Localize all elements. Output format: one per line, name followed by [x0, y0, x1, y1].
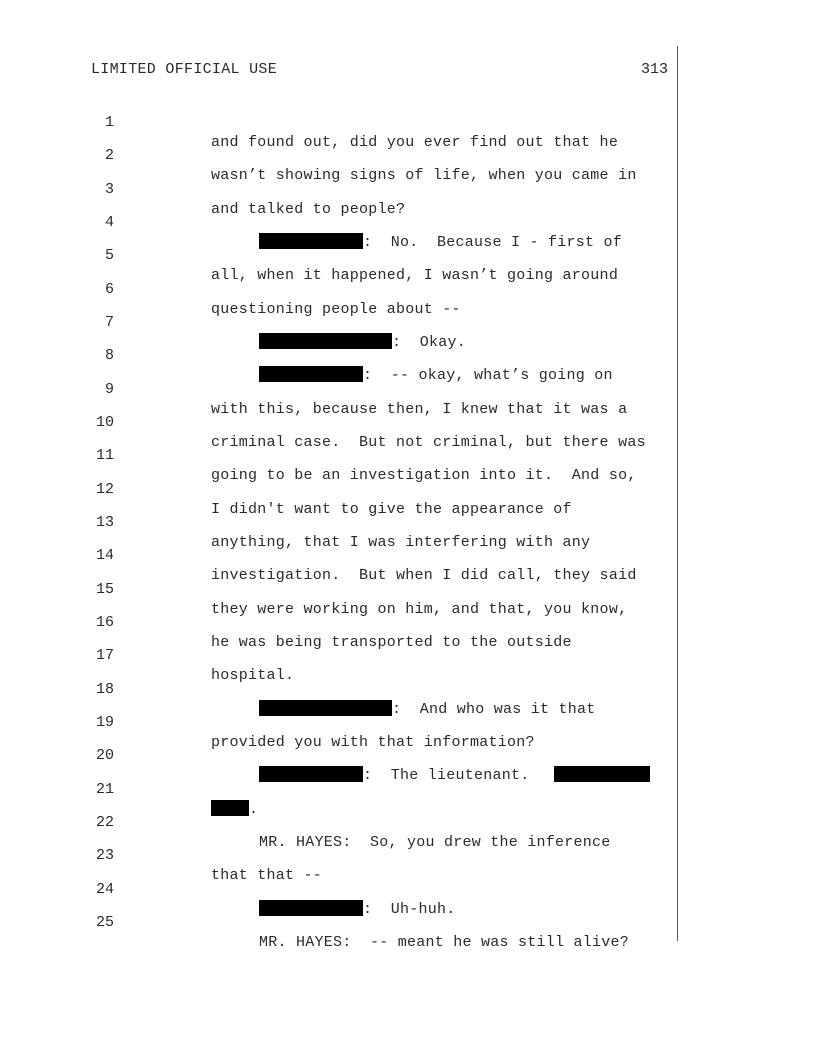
transcript-line	[0, 360, 816, 418]
transcript-line	[0, 493, 816, 551]
line-number: 8	[104, 347, 114, 364]
line-number: 25	[95, 914, 114, 931]
line-text: questioning people about --	[211, 301, 461, 318]
line-number: 17	[95, 647, 114, 664]
line-number: 21	[95, 781, 114, 798]
transcript-line	[0, 526, 816, 584]
transcript-line	[0, 93, 816, 151]
line-number: 22	[95, 814, 114, 831]
transcript-line	[0, 793, 816, 851]
transcript-line	[0, 726, 816, 784]
line-number: 6	[104, 281, 114, 298]
transcript-line	[0, 893, 816, 951]
line-text: going to be an investigation into it. And so,	[211, 467, 637, 484]
line-text-segment: : -- okay, what’s going on	[363, 367, 613, 384]
transcript-line	[0, 293, 816, 351]
line-text: hospital.	[211, 667, 295, 684]
transcript-line	[0, 460, 816, 518]
line-text-segment: : Uh-huh.	[363, 901, 456, 918]
line-number: 23	[95, 847, 114, 864]
transcript-line	[0, 226, 816, 284]
transcript-line	[0, 260, 816, 318]
line-text-segment: : And who was it that	[392, 701, 596, 718]
classification-header: LIMITED OFFICIAL USE	[91, 61, 278, 78]
line-number: 4	[104, 214, 114, 231]
transcript-line	[0, 593, 816, 651]
line-number: 11	[95, 447, 114, 464]
line-text: wasn’t showing signs of life, when you came in	[211, 167, 637, 184]
line-text-segment: : No. Because I - first of	[363, 234, 623, 251]
line-text-segment: : The lieutenant.	[363, 767, 549, 784]
line-text: he was being transported to the outside	[211, 634, 572, 651]
line-text: MR. HAYES: So, you drew the inference	[259, 834, 611, 851]
page-number: 313	[640, 61, 668, 78]
transcript-line	[0, 393, 816, 451]
transcript-line	[0, 626, 816, 684]
line-text-segment: .	[249, 801, 259, 818]
line-number: 12	[95, 481, 114, 498]
transcript-line	[0, 693, 816, 751]
line-text-segment: : Okay.	[392, 334, 467, 351]
line-number: 5	[104, 247, 114, 264]
line-number: 10	[95, 414, 114, 431]
line-number: 20	[95, 747, 114, 764]
line-text: criminal case. But not criminal, but there was	[211, 434, 646, 451]
transcript-line	[0, 426, 816, 484]
line-text: MR. HAYES: -- meant he was still alive?	[259, 934, 630, 951]
line-text: I didn't want to give the appearance of	[211, 501, 572, 518]
line-number: 15	[95, 581, 114, 598]
transcript-line	[0, 126, 816, 184]
line-text: they were working on him, and that, you know,	[211, 601, 628, 618]
line-number: 2	[104, 147, 114, 164]
line-number: 19	[95, 714, 114, 731]
line-number: 24	[95, 881, 114, 898]
line-text: provided you with that information?	[211, 734, 535, 751]
transcript-line	[0, 660, 816, 718]
transcript-line	[0, 160, 816, 218]
line-text: anything, that I was interfering with any	[211, 534, 591, 551]
line-number: 13	[95, 514, 114, 531]
line-number: 9	[104, 381, 114, 398]
line-text: with this, because then, I knew that it was a	[211, 401, 628, 418]
line-number: 18	[95, 681, 114, 698]
line-text: investigation. But when I did call, they said	[211, 567, 637, 584]
line-number: 3	[104, 181, 114, 198]
line-text: all, when it happened, I wasn’t going around	[211, 267, 619, 284]
transcript-line	[0, 193, 816, 251]
transcript-line	[0, 826, 816, 884]
transcript-line	[0, 560, 816, 618]
line-number: 1	[104, 114, 114, 131]
line-number: 14	[95, 547, 114, 564]
transcript-line	[0, 326, 816, 384]
transcript-line	[0, 860, 816, 918]
transcript-line	[0, 760, 816, 818]
line-number: 7	[104, 314, 114, 331]
line-text: and found out, did you ever find out that he	[211, 134, 619, 151]
line-text: that that --	[211, 867, 323, 884]
line-text: and talked to people?	[211, 201, 406, 218]
line-number: 16	[95, 614, 114, 631]
